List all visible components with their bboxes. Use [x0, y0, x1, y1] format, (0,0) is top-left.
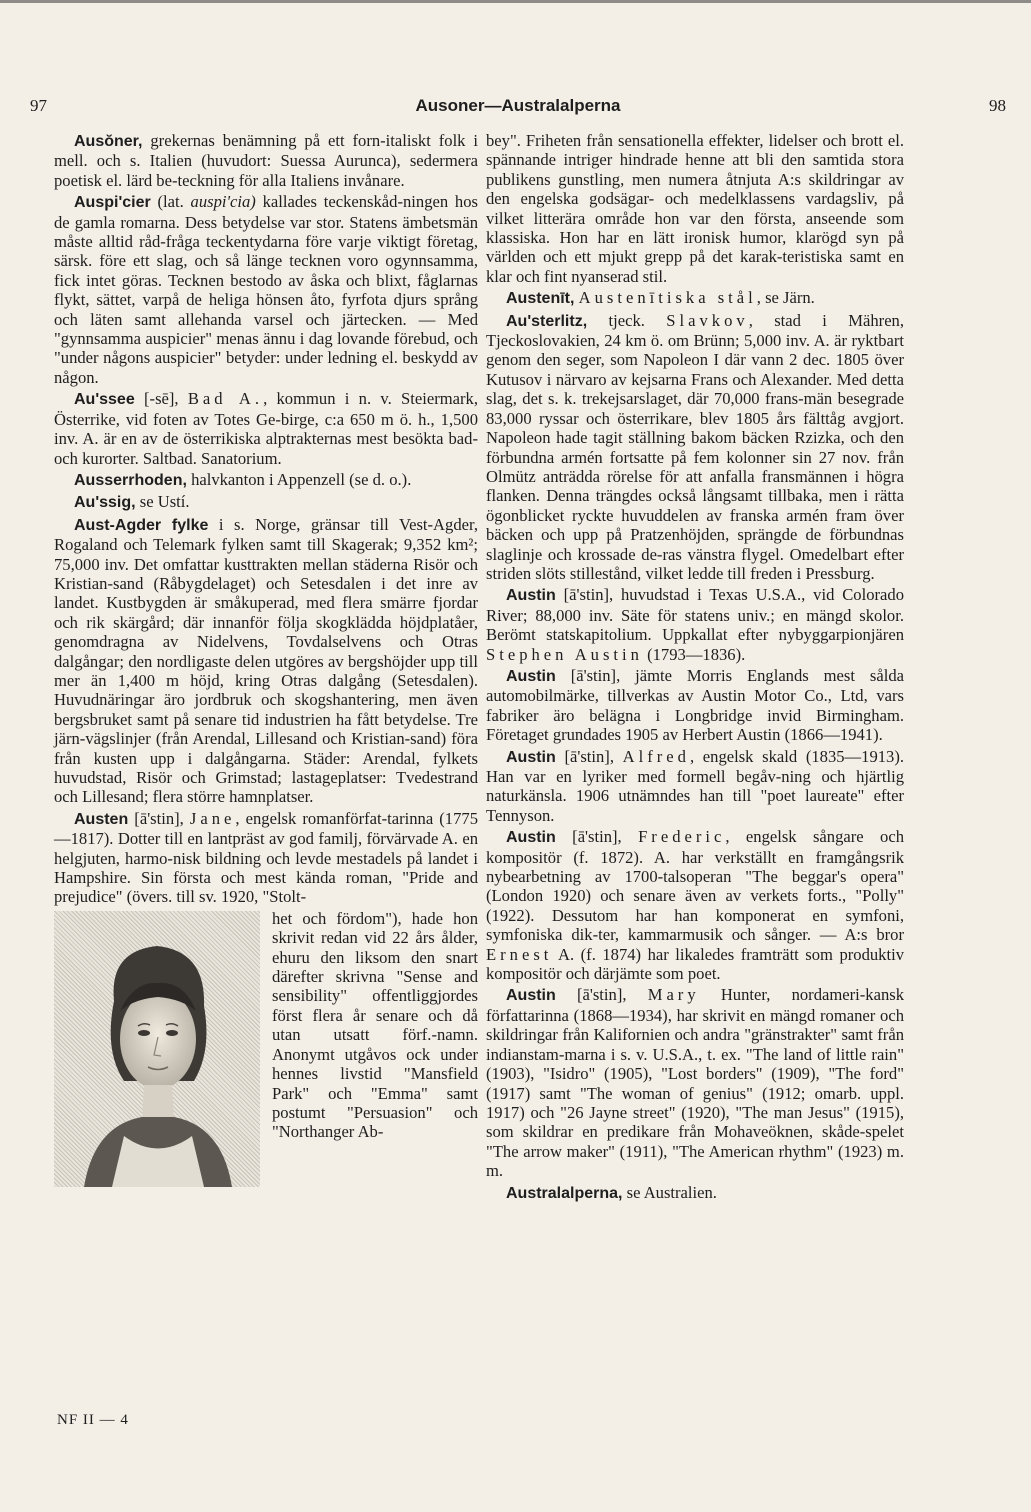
entry-spaced: Alfred	[622, 746, 690, 766]
entry-text: , engelsk sångare och kompositör (f. 1872). A. har verkställt en framgångsrik nybearbetning av 1700-talsoperan "The beggar's opera" (London 1920) och senare även av verkets forts., "Polly" (1922). Dessutom har han komponerat en symfoni, symfoniska dik-ter, kammarmusik och sånger. — A:s bror	[486, 827, 904, 945]
headword: Auspi'cier	[74, 194, 151, 212]
entry-text: kallades teckenskåd-ningen hos de gamla romarna. Dess betydelse var stor. Statens ämbetsmän måste alltid råd-fråga teckentydarna före varje viktigt företag, särsk. före ett slag, och så länge tecknen voro ogynnsamma, fick intet göras. Tecknen bestodo av åska och blixt, fåglarnas flykt, sättet, varpå de heliga hönsen åto, fyrfota djurs språng och läten samt allehanda varsel och järtecken. — Med "gynnsamma auspicier" menas ännu i dag lovande förebud, och "under någons auspicier" betyder: under ledning el. beskydd av någon.	[54, 192, 478, 387]
entry-spaced: Mary	[647, 985, 700, 1005]
austen-portrait-block	[54, 909, 478, 1191]
page-top-rule	[0, 0, 1031, 3]
headword: Au'ssee	[74, 391, 135, 409]
entry-austin-alfred	[486, 747, 904, 826]
entry-text: se Ustí.	[135, 492, 190, 512]
entry-prefix: [ā'stin],	[128, 808, 190, 828]
headword: Austin	[506, 987, 556, 1005]
entry-text-end: A. (f. 1874) har likaledes framträtt som produktiv kompositör och därjämte som poet.	[486, 944, 904, 984]
entry-spaced-2: Ernest	[486, 944, 553, 964]
headword: Aust-Agder fylke	[74, 516, 209, 534]
entry-spaced: Austenītiska stål	[578, 288, 757, 308]
running-title: Ausoner—Australalperna	[415, 96, 621, 115]
entry-prefix: tjeck.	[587, 310, 667, 330]
entry-text: halvkanton i Appenzell (se d. o.).	[186, 469, 412, 489]
entry-austin-motor	[486, 666, 904, 745]
headword: Au'sterlitz,	[506, 312, 588, 330]
entry-austen-continued-right	[486, 131, 904, 286]
entry-spaced: Frederic	[638, 827, 726, 847]
entry-spaced: Jane	[189, 808, 236, 828]
entry-austin-texas	[486, 585, 904, 664]
entry-ausoner	[54, 131, 478, 190]
entry-prefix: [ā'stin],	[555, 827, 639, 847]
entry-prefix: (lat.	[150, 192, 191, 212]
entry-text-before-image: , engelsk romanförfat-tarinna (1775—1817). Dotter till en lantpräst av god familj, förvärvade A. en helgjuten, harmo-nisk bildning och levde mestadels på landet i Hampshire. Sin första och mest kända roman, "Pride and prejudice" (övers. till sv. 1920, "Stolt-	[54, 808, 478, 907]
entry-australalperna	[486, 1183, 904, 1203]
entry-prefix: [-sē],	[134, 389, 188, 409]
entry-spaced: Stephen Austin	[486, 644, 643, 664]
left-column	[54, 131, 478, 1191]
page-number-right: 98	[989, 96, 1006, 115]
entry-text: Hunter, nordameri-kansk författarinna (1868—1934), har skrivit en mängd romaner och skildringar från Kalifornien och andra "gränstrakter" samt från indianstam-marna i s. v. U.S.A., t. ex. "The land of little rain" (1903), "Isidro" (1905), "Lost borders" (1909), "The ford" (1917) samt "The woman of genius" (1912; omarb. uppl. 1917) och "26 Jayne street" (1920), "The man Jesus" (1915), som skildrar en predikare från Mohaveöknen, skåde-spelet "The arrow maker" (1911), "The American rhythm" (1923) m. m.	[486, 985, 904, 1181]
entry-prefix: [ā'stin],	[555, 985, 648, 1005]
entry-austen-continued: het och fördom"), hade hon skrivit redan vid 22 års ålder, ehuru den liksom den snart därefter skrivna "Sense and sensibility" offentliggjordes först flera år senare och då utan utsatt förf.-namn. Anonymt utgåvos ock under hennes livstid "Mansfield Park" och "Emma" samt postumt "Persuasion" och "Northanger Ab-	[272, 908, 478, 1142]
entry-text: , stad i Mähren, Tjeckoslovakien, 24 km ö. om Brünn; 5,000 inv. A. är ryktbart genom den seger, som Napoleon I där vann 2 dec. 1805 över Kutusov i närvaro av kejsarna Frans och Alexander. Med detta slag, det s. k. trekejsarslaget, där 70,000 frans-män besegrade 83,000 ryssar och österrikare, blev 1805 års fälttåg avgjort. Napoleon hade tagit ställning bakom bäcken Rzizka, och den förbundna armén fortsatte på fem kolonner sin 27 nov. från Olmütz anträdda rörelse för att anfalla fransmännen i högra flanken. Denna trängdes också långsamt tillbaka, men i rätta ögonblicket ryckte huvuddelen av franska armén fram över bäcken och upp på Pratzenhöjden, sprängde de förbundnas slaglinje och krossade de-ras vänstra flygel. Omedelbart efter striden slöts stillestånd, vilket ledde till freden i Pressburg.	[486, 310, 905, 583]
headword: Austen	[74, 810, 129, 828]
entry-text: grekernas benämning på ett forn-italiskt folk i mell. och s. Italien (huvudort: Suessa Aurunca), sedermera poetisk el. lärd be-teckning för alla Italiens invånare.	[54, 131, 478, 190]
entry-austin-mary	[486, 985, 904, 1180]
entry-austin-frederic	[486, 827, 904, 983]
entry-text: [ā'stin], huvudstad i Texas U.S.A., vid Colorado River; 88,000 inv. Säte för statens univ.; en mängd skolor. Berömt statskapitolium. Uppkallat efter nybyggarpionjären	[486, 585, 904, 645]
page-header	[30, 96, 1006, 126]
entry-spaced: Bad A.	[187, 389, 264, 409]
entry-aussig	[54, 492, 478, 512]
entry-text: se Australien.	[622, 1182, 717, 1202]
headword: Austin	[506, 829, 556, 847]
entry-austenit	[486, 288, 904, 308]
entry-italic: auspi'cia)	[190, 192, 256, 212]
headword: Australalperna,	[506, 1184, 623, 1202]
entry-text: [ā'stin], jämte Morris Englands mest sålda automobilmärke, tillverkas av Austin Motor Co., Ltd, vars fabriker äro belägna i Longbridge invid Birmingham. Företaget grundades 1905 av Herbert Austin (1866—1941).	[486, 665, 904, 745]
right-column	[486, 131, 904, 1205]
entry-text: bey". Friheten från sensationella effekter, lidelser och brott el. spännande intriger hindrade henne att bli den samtida stora publikens gunstling, men numera åtnjuta A:s skildringar av den engelska godsägar- och medelklassens vardagsliv, på vilket litterära område hon var den första, anseende som klassiska. Hon har en lätt ironisk humor, klarögd syn på världen och ett mjukt grepp på det karak-teristiska samt en klar och fint nyanserad stil.	[486, 131, 904, 286]
entry-austen	[54, 809, 478, 907]
entry-text-end: (1793—1836).	[642, 644, 746, 664]
headword: Austenīt,	[506, 290, 575, 308]
entry-aussee	[54, 389, 478, 468]
page-number-left: 97	[30, 96, 47, 115]
printer-signature: NF II — 4	[57, 1412, 129, 1428]
headword: Austin	[506, 587, 556, 605]
headword: Ausserrhoden,	[74, 471, 187, 489]
entry-spaced: Slavkov	[666, 310, 749, 330]
entry-austerlitz	[486, 311, 904, 584]
headword: Au'ssig,	[74, 494, 136, 512]
entry-prefix: [ā'stin],	[555, 746, 623, 766]
entry-ausserrhoden	[54, 470, 478, 490]
headword: Austin	[506, 667, 556, 685]
entry-text: , kommun i n. v. Steiermark, Österrike, vid foten av Totes Ge-birge, c:a 650 m ö. h., 1,500 inv. A. är en av de österrikiska alptrakternas mest besökta bad- och kurorter. Saltbad. Sanatorium.	[54, 389, 478, 468]
entry-text: , se Järn.	[756, 288, 815, 308]
headword: Ausŏner,	[74, 133, 143, 150]
headword: Austin	[506, 748, 556, 766]
entry-auspicier	[54, 192, 478, 387]
entry-text: , engelsk skald (1835—1913). Han var en lyriker med formell begåv-ning och hjärtlig naturkänsla. 1906 utnämndes han till "poet laureate" efter Tennyson.	[486, 746, 905, 825]
portrait-image	[54, 911, 260, 1187]
entry-text: i s. Norge, gränsar till Vest-Agder, Rogaland och Telemark fylken samt till Skagerak; 9,352 km²; 75,000 inv. Det omfattar kusttrakten mellan städerna Risör och Kristian-sand (Råbygdelaget) och Setesdalen i det inre av landet. Kustbygden är småkuperad, med flera smärre fjordar och rik skärgård; där innanför följa skogklädda höjdplatåer, genomdragna av Nidelvens, Tovdalselvens och Otras dalgångar; den nordligaste delen utgöres av bergshöjder upp till mer än 1,400 m höjd, kring Otras dalgång (Setesdalen). Huvudnäringar äro jordbruk och skogshantering, men även bergsbruket samt på senare tid industrien ha fått betydelse. Tre järn-vägslinjer (från Arendal, Lillesand och Kristian-sand) föra från kusten upp i dalgångarna. Städer: Arendal, fylkets huvudstad, Risör och Grimstad; lastageplatser: Tvedestrand och Lillesand; flera större hamnplatser.	[54, 514, 478, 807]
entry-aust-agder	[54, 515, 478, 807]
